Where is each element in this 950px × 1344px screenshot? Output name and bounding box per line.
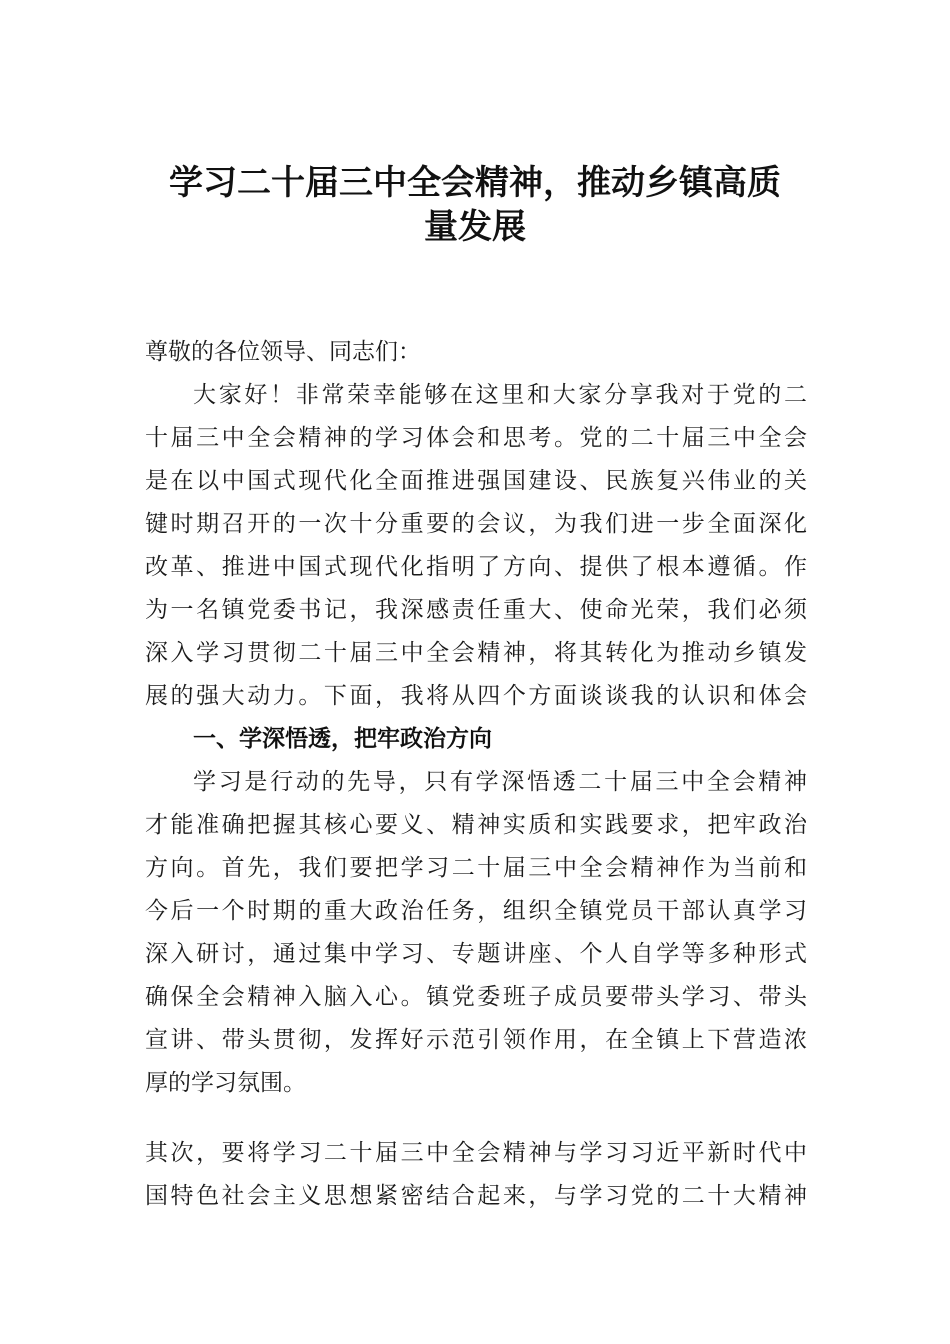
paragraph-1-line: 十届三中全会精神的学习体会和思考。党的二十届三中全会 [145, 425, 807, 451]
document-title-line-2: 量发展 [424, 207, 526, 247]
paragraph-1-line: 键时期召开的一次十分重要的会议，为我们进一步全面深化 [145, 511, 807, 537]
paragraph-1-line: 深入学习贯彻二十届三中全会精神，将其转化为推动乡镇发 [145, 640, 807, 666]
paragraph-2-line: 才能准确把握其核心要义、精神实质和实践要求，把牢政治 [145, 812, 807, 838]
paragraph-2-line: 深入研讨，通过集中学习、专题讲座、个人自学等多种形式 [145, 941, 807, 967]
document-title-line-1: 学习二十届三中全会精神，推动乡镇高质 [169, 163, 781, 203]
paragraph-3-line: 国特色社会主义思想紧密结合起来，与学习党的二十大精神 [145, 1183, 807, 1209]
paragraph-1-line: 为一名镇党委书记，我深感责任重大、使命光荣，我们必须 [145, 597, 807, 623]
paragraph-1-line: 大家好！非常荣幸能够在这里和大家分享我对于党的二 [193, 382, 807, 408]
paragraph-1-line: 展的强大动力。下面，我将从四个方面谈谈我的认识和体会 [145, 683, 807, 709]
paragraph-3-line: 其次，要将学习二十届三中全会精神与学习习近平新时代中 [145, 1140, 807, 1166]
section-1-heading: 一、学深悟透，把牢政治方向 [193, 726, 492, 752]
paragraph-2-line: 方向。首先，我们要把学习二十届三中全会精神作为当前和 [145, 855, 807, 881]
paragraph-1-line: 改革、推进中国式现代化指明了方向、提供了根本遵循。作 [145, 554, 807, 580]
paragraph-1-line: 是在以中国式现代化全面推进强国建设、民族复兴伟业的关 [145, 468, 807, 494]
paragraph-2-line: 今后一个时期的重大政治任务，组织全镇党员干部认真学习 [145, 898, 807, 924]
paragraph-2-line: 厚的学习氛围。 [145, 1070, 306, 1096]
greeting: 尊敬的各位领导、同志们： [145, 339, 421, 365]
paragraph-2-line: 宣讲、带头贯彻，发挥好示范引领作用，在全镇上下营造浓 [145, 1027, 807, 1053]
paragraph-2-line: 确保全会精神入脑入心。镇党委班子成员要带头学习、带头 [145, 984, 807, 1010]
paragraph-2-line: 学习是行动的先导，只有学深悟透二十届三中全会精神 [193, 769, 807, 795]
